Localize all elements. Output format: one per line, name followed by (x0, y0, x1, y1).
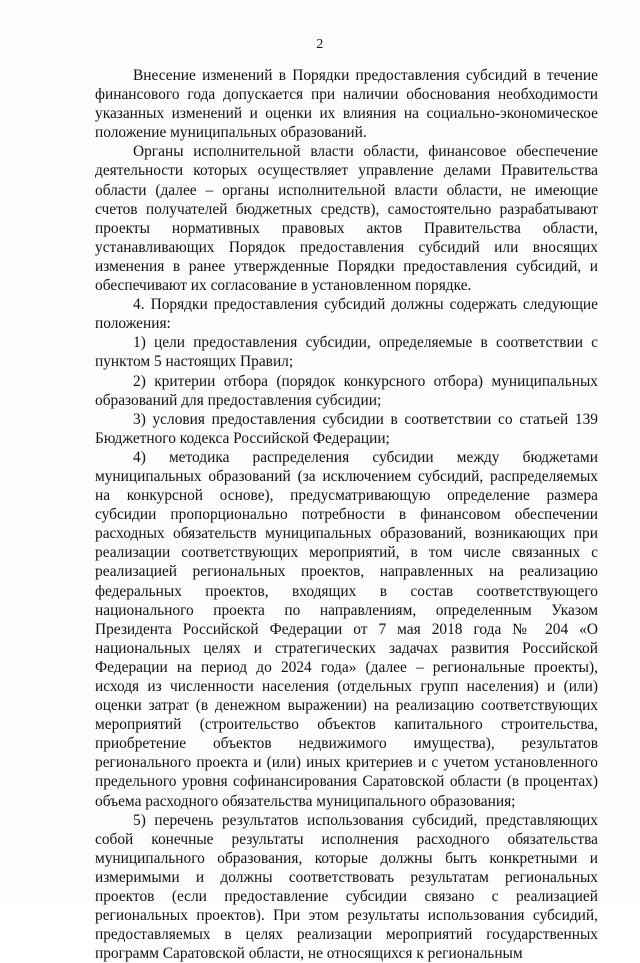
list-item-1-goals: 1) цели предоставления субсидии, определяемые в соответствии с пунктом 5 настоящих Правил; (95, 334, 598, 371)
list-item-5-results: 5) перечень результатов использования субсидий, представляющих собой конечные результаты исполнения расходного обязательства муниципального образования, которые должны быть конкретными и измеримыми и должны соответствовать результатам региональных проектов (если предоставление субсидии связано с реализацией региональных проектов). При этом результаты использования субсидий, предоставляемых в целях реализации мероприятий государственных программ Саратовской области, не относящихся к региональным (95, 811, 598, 963)
paragraph-section-4-intro: 4. Порядки предоставления субсидий должны содержать следующие положения: (95, 296, 598, 333)
list-item-4-methodology: 4) методика распределения субсидии между бюджетами муниципальных образований (за исключением субсидий, распределяемых на конкурсной основе), предусматривающую определение размера субсидии пропорционально потребности в финансовом обеспечении расходных обязательств муниципальных образований, возникающих при реализации соответствующих мероприятий, в том числе связанных с реализацией региональных проектов, направленных на реализацию федеральных проектов, входящих в состав соответствующего национального проекта по направлениям, определенным Указом Президента Российской Федерации от 7 мая 2018 года № 204 «О национальных целях и стратегических задачах развития Российской Федерации на период до 2024 года» (далее – региональные проекты), исходя из численности населения (отдельных групп населения) и (или) оценки затрат (в денежном выражении) на реализацию соответствующих мероприятий (строительство объектов капитального строительства, приобретение объектов недвижимого имущества), результатов регионального проекта и (или) иных критериев и с учетом установленного предельного уровня софинансирования Саратовской области (в процентах) объема расходного обязательства муниципального образования; (95, 448, 598, 810)
list-item-2-criteria: 2) критерии отбора (порядок конкурсного отбора) муниципальных образований для предоставления субсидии; (95, 372, 598, 409)
paragraph-amendments-note: Внесение изменений в Порядки предоставления субсидий в течение финансового года допускается при наличии обоснования необходимости указанных изменений и оценки их влияния на социально-экономическое положение муниципальных образований. (95, 67, 598, 142)
paragraph-executive-bodies: Органы исполнительной власти области, финансовое обеспечение деятельности которых осуществляет управление делами Правительства области (далее – органы исполнительной власти области, не имеющие счетов получателей бюджетных средств), самостоятельно разрабатывают проекты нормативных правовых актов Правительства области, устанавливающих Порядок предоставления субсидий или вносящих изменения в ранее утвержденные Порядки предоставления субсидий, и обеспечивают их согласование в установленном порядке. (95, 143, 598, 295)
page-number: 2 (316, 37, 324, 52)
list-item-3-conditions: 3) условия предоставления субсидии в соответствии со статьей 139 Бюджетного кодекса Российской Федерации; (95, 410, 598, 447)
document-body (95, 66, 598, 963)
